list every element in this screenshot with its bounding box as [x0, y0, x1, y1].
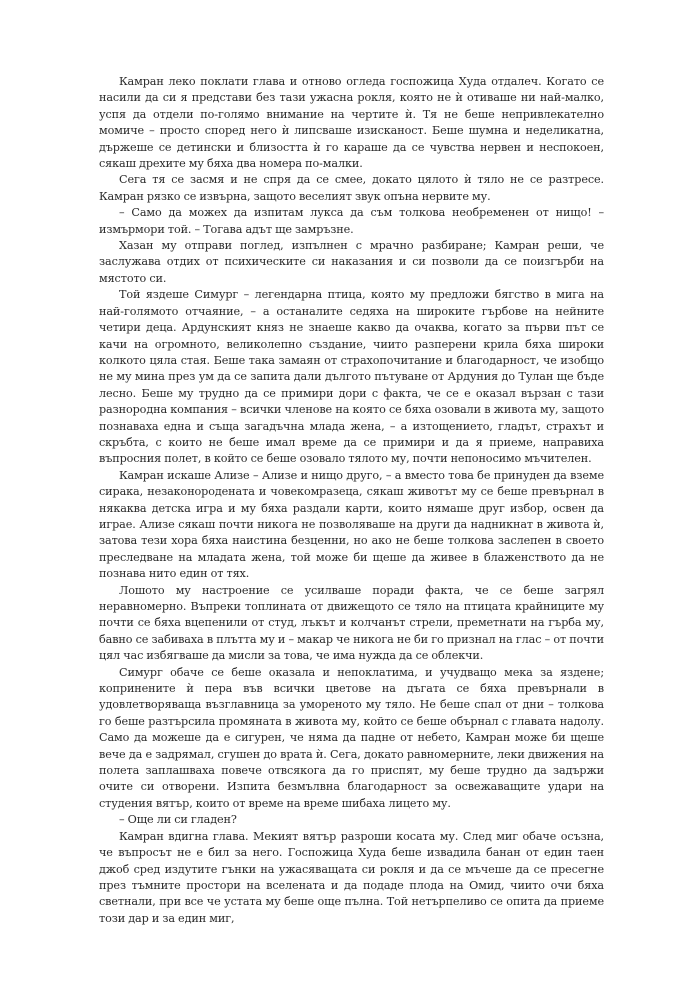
body-text [99, 74, 604, 927]
paragraph-3: – Само да можех да изпитам лукса да съм толкова необременен от нищо! – измърмори той. – Тогава адът ще замръзне. [99, 206, 604, 236]
paragraph-8: Симург обаче се беше оказала и непоклатима, и учудващо мека за яздене; копринените ѝ пера във всички цветове на дъгата се бяха превърнали в удовлетворяваща възглавница за умореното му тяло. Не беше спал от дни – толкова го беше разтърсила промяната в живота му, който се беше обърнал с главата надолу. Само да можеше да е сигурен, че няма да падне от небето, Камран може би щеше вече да е задрямал, сгушен до врата ѝ. Сега, докато равномерните, леки движения на полета заплашваха повече отвсякога да го приспят, му беше трудно да задържи очите си отворени. Изпита безмълвна благодарност за освежаващите удари на студения вятър, които от време на време шибаха лицето му. [99, 665, 604, 810]
paragraph-5: Той яздеше Симург – легендарна птица, която му предложи бягство в мига на най-голямото отчаяние, – а останалите седяха на широките гърбове на нейните четири деца. Ардунският княз не знаеше какво да очаква, когато за първи път се качи на огромното, великолепно създание, чиито разперени крила бяха широки колкото цяла стая. Беше така замаян от страхопочитание и благодарност, че изобщо не му мина през ум да се запита дали дългото пътуване от Ардуния до Тулан ще бъде лесно. Беше му трудно да се примири дори с факта, че се е оказал вързан с тази разнородна компания – всички членове на която се бяха озовали в живота му, защото познаваха една и съща загадъчна млада жена, – а изтощението, гладът, страхът и скръбта, с които не беше имал време да се примири и да я приеме, направиха въпросния полет, в който се беше озовало тялото му, почти непоносимо мъчителен. [99, 288, 604, 466]
paragraph-6: Камран искаше Ализе – Ализе и нищо друго, – а вместо това бе принуден да вземе сирака, незаконороденатa и човекомразеца, сякаш животът му се беше превърнал в някаква детска игра и му бяха раздали карти, които нямаше друг избор, освен да играе. Ализе сякаш почти никога не позволяваше на други да надникнат в живота ѝ, затова тези хора бяха наистина безценни, но ако не беше толкова заслепен в своето преследване на младата жена, той може би щеше да живее в блаженството да не познава нито един от тях. [99, 468, 604, 581]
paragraph-9: – Още ли си гладен? [119, 813, 237, 827]
paragraph-2: Сега тя се засмя и не спря да се смее, докато цялото ѝ тяло не се разтресе. Камран рязко се извърна, защото веселият звук опъна нервите му. [99, 173, 604, 203]
paragraph-10: Камран вдигна глава. Мекият вятър разроши косата му. След миг обаче осъзна, че въпросът не е бил за него. Госпожица Худа беше извадила банан от един таен джоб сред издутите гънки на ужасяващата си рокля и да се мъчеше да се пресегне през тъмните простори на вселената и да подаде плода на Омид, чиито очи бяха светнали, при все че устата му беше още пълна. Той нетърпеливо се опита да приеме този дар и за един миг, [99, 829, 604, 925]
paragraph-1: Камран леко поклати глава и отново огледа госпожица Худа отдалеч. Когато се насили да си я представи без тази ужасна рокля, която не ѝ отиваше ни най-малко, успя да отдели по-голямо внимание на чертите ѝ. Тя не беше непривлекателно момиче – просто според него ѝ липсваше изисканост. Беше шумна и неделикатна, държеше се детински и близостта ѝ го караше да се чувства нервен и неспокоен, сякаш дрехите му бяха два номера по-малки. [99, 75, 604, 171]
paragraph-4: Хазан му отправи поглед, изпълнен с мрачно разбиране; Камран реши, че заслужава отдих от психическите си наказания и си позволи да се поизгърби на мястото си. [99, 239, 604, 285]
paragraph-7: Лошото му настроение се усилваше поради факта, че се беше загрял неравномерно. Въпреки топлината от движещото се тяло на птицата крайниците му почти се бяха вцепенили от студ, лъкът и колчанът стрели, преметнати на гърба му, бавно се забиваха в плътта му и – макар че никога не би го признал на глас – от почти цял час избягваше да мисли за това, че има нужда да се облекчи. [99, 583, 604, 663]
